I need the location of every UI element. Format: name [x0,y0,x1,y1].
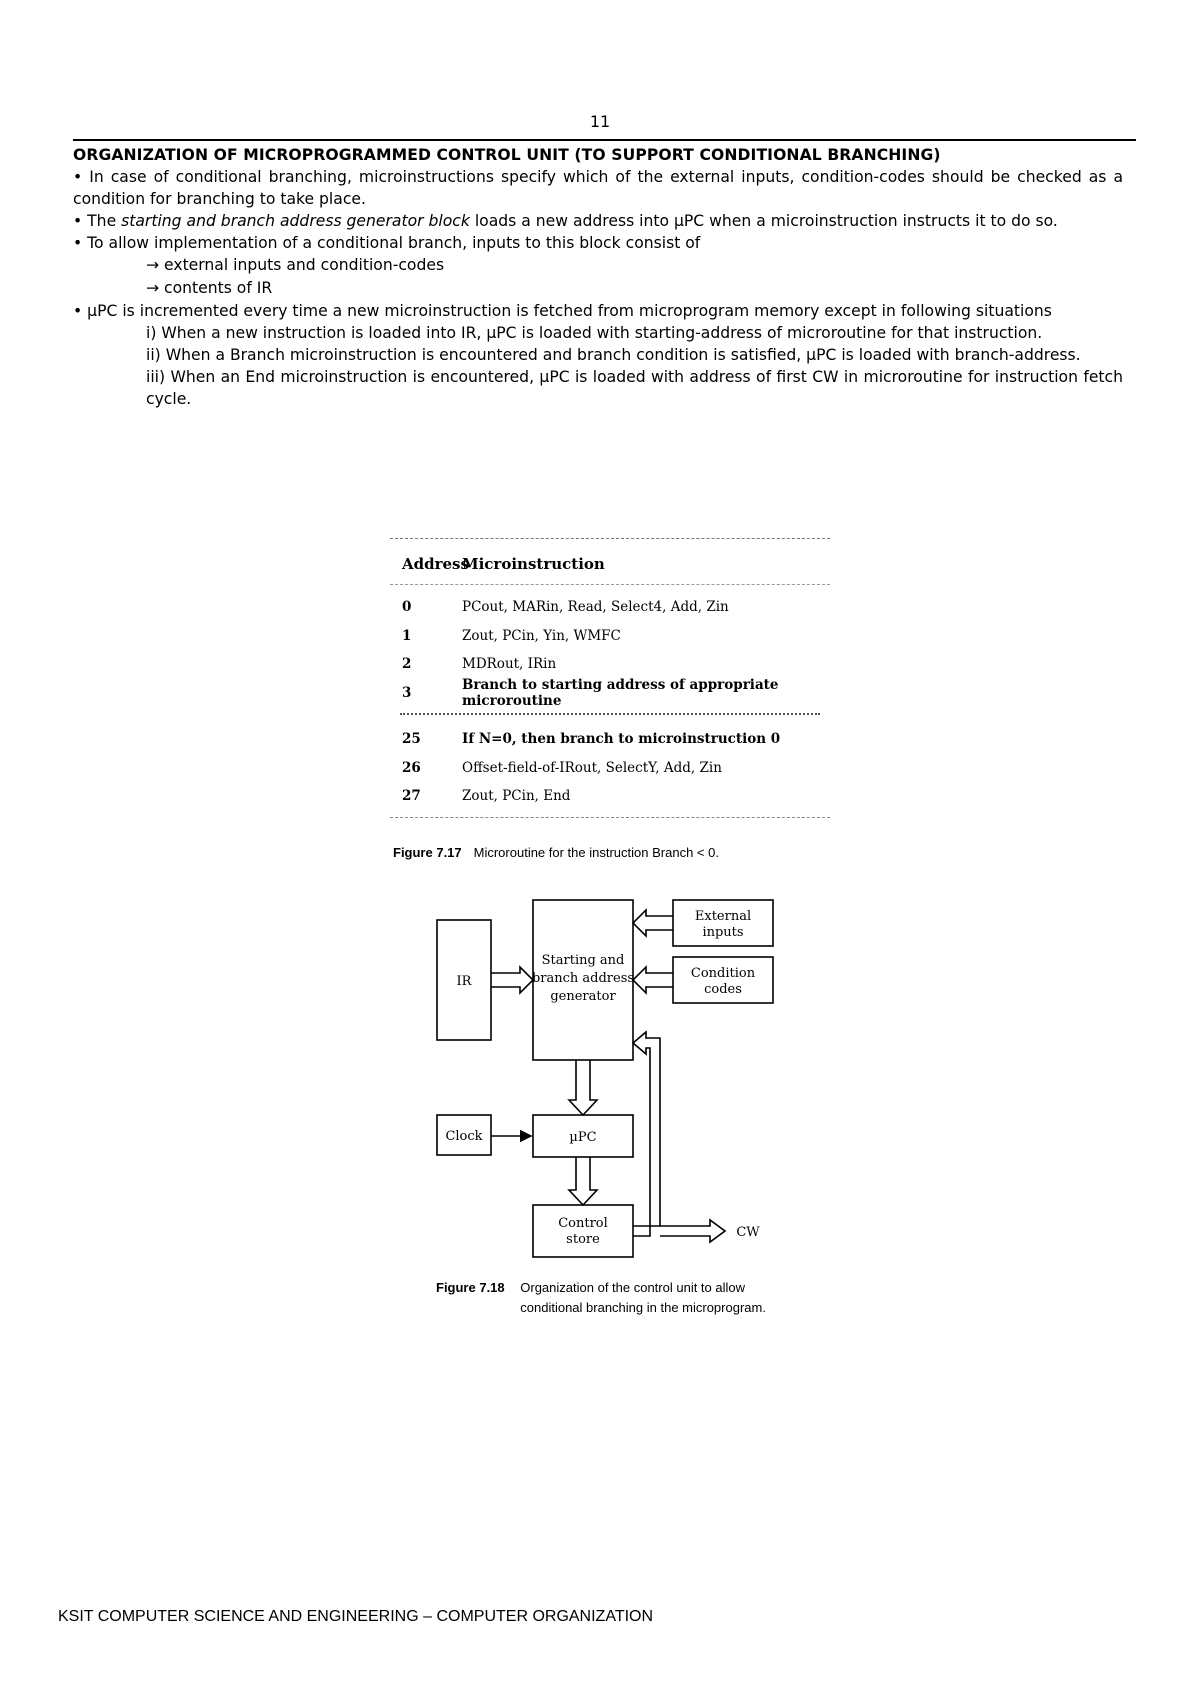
row-microinstruction: MDRout, IRin [462,656,557,673]
bullet-inputs: • To allow implementation of a conditional branch, inputs to this block consist of [73,234,701,252]
cw-label: CW [736,1225,760,1240]
header-microinstruction: Microinstruction [462,555,605,573]
row-address: 1 [402,627,412,644]
ir-label: IR [456,974,472,989]
row-microinstruction: If N=0, then branch to microinstruction 0 [462,731,781,748]
condition-to-generator-arrow [633,967,673,993]
ir-to-generator-arrow [491,967,533,993]
table-row [390,754,830,783]
situation-iii: iii) When an End microinstruction is encountered, µPC is loaded with address of first CW in microroutine for instruction fetch cycle. [146,368,1123,408]
bullet-address-generator [73,210,1123,232]
row-microinstruction: Branch to starting address of appropriate microroutine [462,676,779,709]
condition-codes-label: Condition [690,966,756,981]
row-microinstruction: Offset-field-of-IRout, SelectY, Add, Zin [462,759,722,776]
row-microinstruction: PCout, MARin, Read, Select4, Add, Zin [462,599,729,616]
bullet-text: loads a new address into µPC when a microinstruction instructs it to do so. [469,212,1058,230]
row-address: 3 [402,684,412,701]
external-inputs-label: External [694,909,752,924]
upc-to-control-store-arrow [569,1157,597,1205]
generator-label: branch address [531,971,635,986]
bullet-conditional-branching: • In case of conditional branching, microinstructions specify which of the external inputs, condition-codes should be checked as a condition for branching to take place. [73,168,1123,208]
situation-i: i) When a new instruction is loaded into IR, µPC is loaded with starting-address of microroutine for that instruction. [146,324,1043,342]
row-address: 2 [402,656,412,673]
table-header [390,539,830,573]
condition-codes-label: codes [704,982,742,997]
control-store-box [533,1205,633,1257]
section-heading: ORGANIZATION OF MICROPROGRAMMED CONTROL UNIT (TO SUPPORT CONDITIONAL BRANCHING) [73,146,941,164]
control-store-to-cw-arrow [660,1220,725,1242]
upc-label: µPC [569,1130,597,1145]
clock-label: Clock [445,1129,483,1144]
table-row [390,593,830,622]
figure-7-17-caption [393,845,719,860]
emphasized-term: starting and branch address generator block [121,212,470,230]
row-microinstruction: Zout, PCin, Yin, WMFC [462,627,621,644]
page-number: 11 [589,112,611,131]
caption-line: conditional branching in the microprogram. [520,1300,766,1315]
control-store-label: store [566,1232,600,1247]
table-row [390,622,830,651]
generator-label: Starting and [541,953,625,968]
figure-7-18-caption [436,1278,766,1318]
caption-label: Figure 7.17 [393,845,462,860]
table-rule [390,817,830,818]
row-address: 0 [402,599,412,616]
figure-7-17-table [390,538,830,818]
caption-label: Figure 7.18 [436,1280,505,1295]
situation-ii: ii) When a Branch microinstruction is encountered and branch condition is satisfied, µPC is loaded with branch-address. [146,346,1081,364]
row-microinstruction: Zout, PCin, End [462,788,571,805]
caption-text: Microroutine for the instruction Branch < 0. [473,845,719,860]
header-rule [73,139,1136,141]
sub-item-external-inputs: → external inputs and condition-codes [146,256,445,274]
row-address: 25 [402,731,421,748]
header-address: Address [402,555,469,573]
figure-7-18-diagram [420,890,800,1270]
control-store-label: Control [558,1216,608,1231]
feedback-to-generator-arrow [633,1032,660,1236]
bullet-text: • The [73,212,122,230]
page-footer: KSIT COMPUTER SCIENCE AND ENGINEERING – COMPUTER ORGANIZATION [58,1608,654,1625]
table-ellipsis-divider [400,713,820,715]
generator-label: generator [550,989,616,1004]
sub-item-ir-contents: → contents of IR [146,279,273,297]
row-address: 26 [402,759,421,776]
external-inputs-label: inputs [702,925,744,940]
table-row [390,782,830,811]
caption-line: Organization of the control unit to allow [520,1280,746,1295]
table-row [390,676,830,709]
generator-to-upc-arrow [569,1060,597,1115]
table-row [390,650,830,679]
page-body [73,144,1123,410]
bullet-upc-increment: • µPC is incremented every time a new microinstruction is fetched from microprogram memory except in following situations [73,302,1052,320]
caption-text [520,1278,766,1318]
row-address: 27 [402,788,421,805]
table-row [390,725,830,754]
external-to-generator-arrow [633,910,673,936]
